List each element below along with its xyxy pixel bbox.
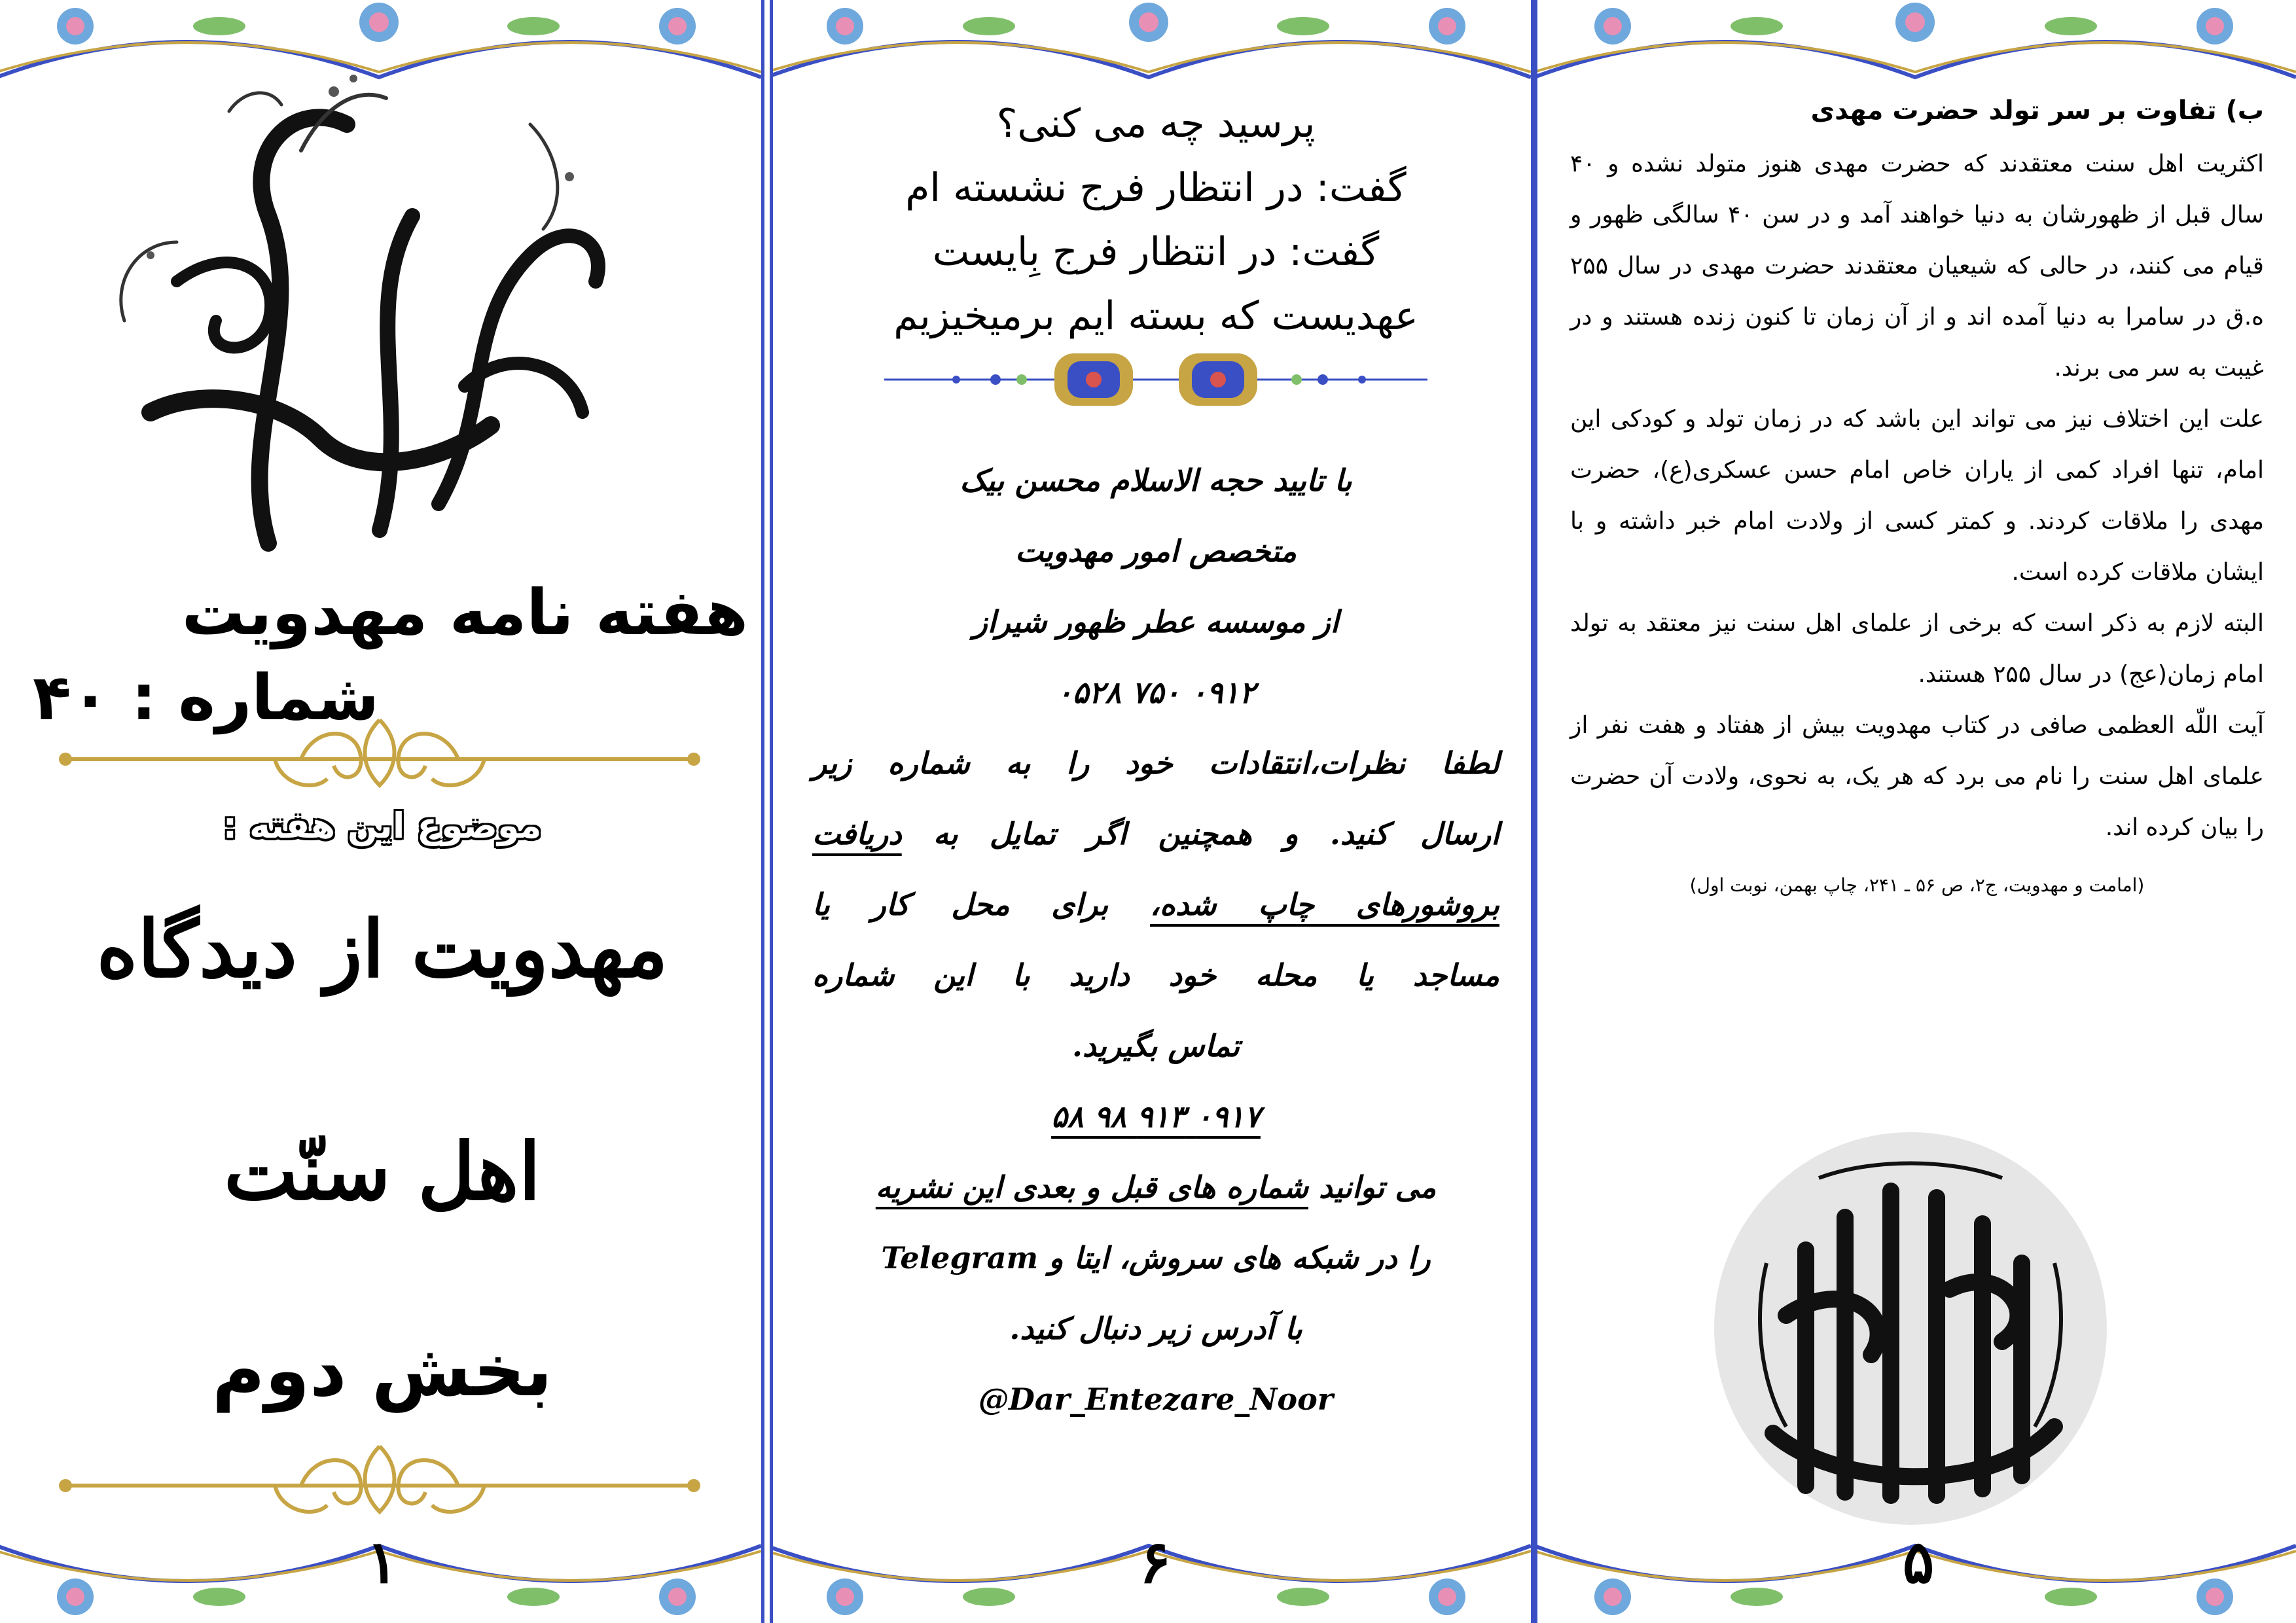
channel-handle: @Dar_Entezare_Noor xyxy=(978,1382,1334,1417)
issue-value: ۴۰ xyxy=(33,661,110,734)
request-line-3 xyxy=(812,869,1499,940)
topic-title-line1: مهدویت از دیدگاه xyxy=(96,903,668,995)
approval-line: با تایید حجه الاسلام محسن بیک xyxy=(960,463,1352,498)
gold-ornament-divider xyxy=(52,1440,707,1531)
gold-ornament-divider xyxy=(52,713,707,805)
weekly-title: هفته نامه مهدویت xyxy=(181,576,748,649)
article-paragraph: البته لازم به ذکر است که برخی از علمای اهل سنت نیز معتقد به تولد امام زمان(عج) در سال ۲۵۵ هستند. xyxy=(1570,610,2264,688)
panel-article xyxy=(1534,0,2296,1623)
article-paragraph: علت این اختلاف نیز می تواند این باشد که در زمان تولد و کودکی این امام، تنها افراد کمی از یاران خاص امام حسن عسکری(ع)، حضرت مهدی را ملاقات کردند. و کمتر کسی از ولادت امام خبر داشته و با ایشان ملاقات کرده است. xyxy=(1570,406,2264,586)
page-number: ۱ xyxy=(366,1527,399,1597)
floral-border-top xyxy=(773,0,1531,85)
poem-line: گفت: در انتظار فرج نشسته ام xyxy=(905,165,1407,211)
request-line-1: لطفا نظرات،انتقادات خود را به شماره زیر xyxy=(812,745,1499,781)
page-number: ۶ xyxy=(1139,1527,1172,1597)
citation: (امامت و مهدویت، ج۲، ص ۵۶ ـ ۲۴۱، چاپ بهمن، نوبت اول) xyxy=(1689,874,2145,896)
request-line-2-underlined: دریافت xyxy=(812,816,902,851)
calligraphy-seal-icon xyxy=(1701,1119,2120,1538)
follow-line-1-text: می توانید xyxy=(1308,1169,1437,1205)
request-line-2-text: ارسال کنید. و همچنین اگر تمایل به xyxy=(901,816,1499,851)
follow-line-3: با آدرس زیر دنبال کنید. xyxy=(1009,1311,1302,1346)
follow-line-2: را در شبکه های سروش، ایتا و Telegram xyxy=(881,1240,1431,1275)
specialist-line: متخصص امور مهدویت xyxy=(1014,533,1297,569)
poem xyxy=(812,92,1499,348)
panel-contact xyxy=(770,0,1534,1623)
calligraphy-logo-icon xyxy=(72,46,661,569)
institute-line: از موسسه عطر ظهور شیراز xyxy=(973,604,1339,639)
phone-number-2: ۰۹۱۷ ۹۱۳ ۹۸ ۵۸ xyxy=(1051,1099,1261,1134)
phone-number-1: ۰۹۱۲ ۷۵۰ ۰۵۲۸ xyxy=(1056,675,1255,710)
topic-label: موضوع این هفته : xyxy=(223,805,542,846)
request-line-5: تماس بگیرید. xyxy=(1071,1028,1240,1063)
part-title: بخش دوم xyxy=(212,1329,552,1412)
ornamental-divider xyxy=(878,340,1434,419)
follow-line-1 xyxy=(812,1152,1499,1222)
panel-cover xyxy=(0,0,764,1623)
poem-line: عهدیست که بسته ایم برمیخیزیم xyxy=(893,293,1418,339)
article-heading: ب) تفاوت بر سر تولد حضرت مهدی xyxy=(1810,96,2264,126)
poem-line: پرسید چه می کنی؟ xyxy=(996,101,1316,147)
request-line-3-underlined: بروشورهای چاپ شده، xyxy=(1149,887,1499,922)
article xyxy=(1570,85,2264,911)
follow-line-1-underlined: شماره های قبل و بعدی این نشریه xyxy=(875,1169,1308,1205)
poem-line: گفت: در انتظار فرج بِایست xyxy=(932,229,1380,275)
contact-block xyxy=(812,445,1499,1435)
request-line-3-text: برای محل کار یا xyxy=(812,887,1150,922)
issue-label: شماره : xyxy=(131,661,380,734)
article-paragraph: آیت اللّه العظمی صافی در کتاب مهدویت بیش از هفتاد و هفت نفر از علمای اهل سنت را نام می برد که هر یک، به نحوی، ولادت آن حضرت را بیان کرده اند. xyxy=(1570,712,2264,841)
request-line-2 xyxy=(812,798,1499,869)
floral-border-top xyxy=(1537,0,2296,85)
article-paragraph: اکثریت اهل سنت معتقدند که حضرت مهدی هنوز متولد نشده و ۴۰ سال قبل از ظهورشان به دنیا خواهند آمد و در سن ۴۰ سالگی ظهور و قیام می کنند، در حالی که شیعیان معتقدند حضرت مهدی در سال ۲۵۵ ه.ق در سامرا به دنیا آمده اند و از آن زمان تا کنون زنده هستند و در غیبت به سر می برند. xyxy=(1570,151,2264,382)
page-number: ۵ xyxy=(1902,1527,1935,1597)
topic-title-line2: اهل سنّت xyxy=(224,1126,541,1218)
request-line-4: مساجد یا محله خود دارید با این شماره xyxy=(812,957,1499,993)
